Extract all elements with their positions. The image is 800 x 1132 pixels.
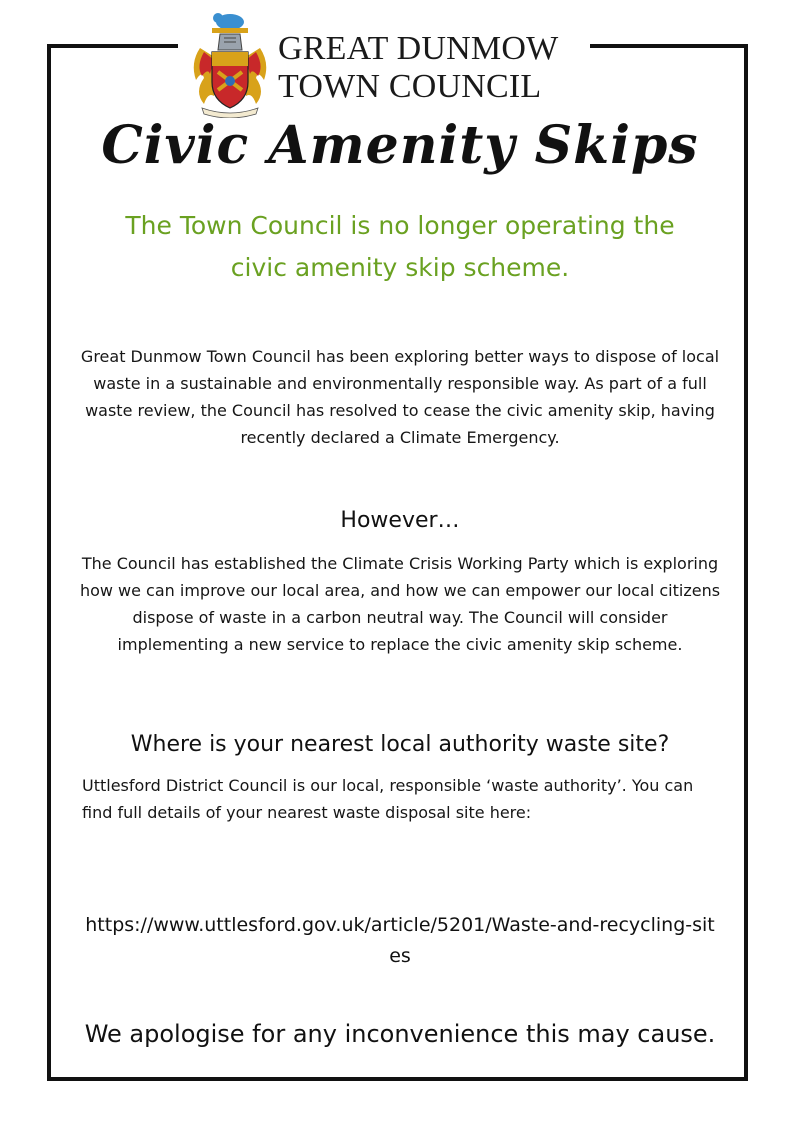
apology-text: We apologise for any inconvenience this may cause.: [84, 1020, 716, 1048]
intro-paragraph: Great Dunmow Town Council has been exploring better ways to dispose of local waste in a sustainable and environmentally responsible way. As part of a full waste review, the Council has resolved to cease the civic amenity skip, having recently declared a Climate Emergency.: [80, 347, 720, 447]
council-crest-icon: [190, 8, 270, 118]
council-name-line1: GREAT DUNMOW: [278, 30, 559, 67]
council-name: [278, 30, 598, 106]
scheme-notice: The Town Council is no longer operating the civic amenity skip scheme.: [125, 211, 675, 282]
council-name-line2: TOWN COUNCIL: [278, 68, 542, 105]
however-paragraph: The Council has established the Climate Crisis Working Party which is exploring how we can improve our local area, and how we can empower our local citizens dispose of waste in a carbon neutral way. The Council will consider implementing a new service to replace the civic amenity skip scheme.: [79, 554, 721, 654]
waste-sites-link[interactable]: https://www.uttlesford.gov.uk/article/5201/Waste-and-recycling-sites: [85, 914, 715, 967]
page-title: Civic Amenity Skips: [101, 115, 699, 176]
waste-site-heading: Where is your nearest local authority waste site?: [130, 732, 670, 757]
waste-site-paragraph: Uttlesford District Council is our local, responsible ‘waste authority’. You can find full details of your nearest waste disposal site here:: [82, 776, 694, 822]
however-heading: However…: [340, 508, 460, 533]
